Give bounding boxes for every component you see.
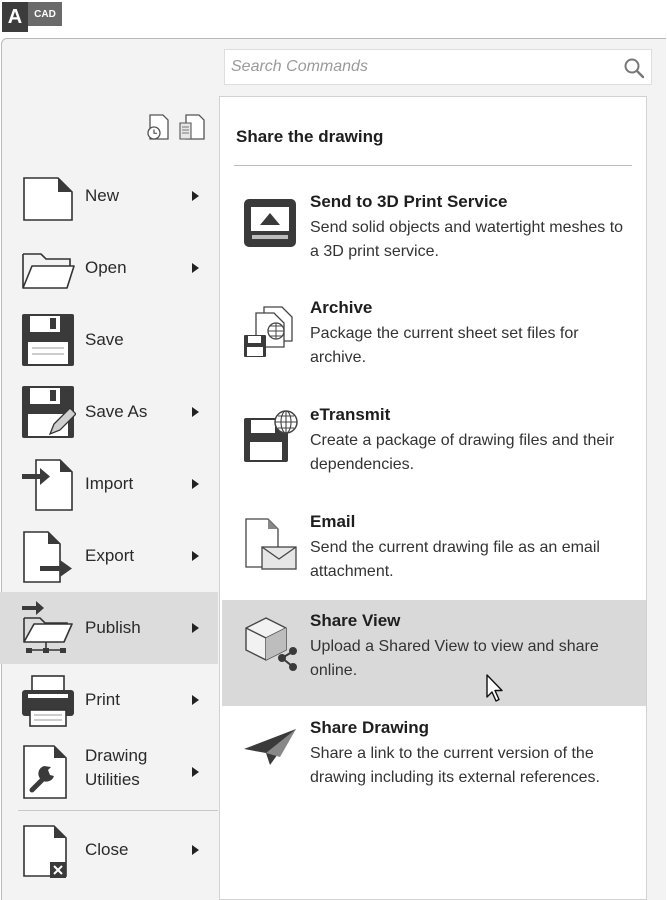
submenu-divider	[234, 165, 632, 166]
nav-item-publish[interactable]	[0, 592, 218, 664]
chevron-right-icon	[192, 407, 199, 417]
chevron-right-icon	[192, 551, 199, 561]
submenu-item-desc: Upload a Shared View to view and share online.	[310, 638, 599, 679]
chevron-right-icon	[192, 695, 199, 705]
email-icon	[242, 515, 300, 573]
nav-item-drawing-utilities[interactable]	[0, 736, 218, 808]
publish-icon	[20, 600, 76, 656]
submenu-item-title: Share View	[310, 611, 401, 630]
nav-item-import[interactable]	[0, 448, 218, 520]
app-product-label: CAD	[28, 2, 62, 26]
chevron-right-icon	[192, 479, 199, 489]
submenu-item-email[interactable]	[222, 501, 646, 607]
printer-icon	[20, 672, 76, 728]
nav-label-close: Close	[85, 840, 129, 859]
open-documents-icon[interactable]	[180, 115, 204, 139]
submenu-item-title: eTransmit	[310, 405, 391, 424]
nav-item-close[interactable]	[0, 814, 218, 886]
search-icon[interactable]	[623, 57, 645, 79]
recent-documents-icon[interactable]	[148, 115, 168, 139]
nav-item-print[interactable]	[0, 664, 218, 736]
import-icon	[20, 456, 76, 512]
nav-label-export: Export	[85, 546, 135, 565]
nav-label-import: Import	[85, 474, 134, 493]
submenu-item-title: Archive	[310, 298, 373, 317]
nav-label-utilities: Utilities	[85, 770, 140, 789]
submenu-title: Share the drawing	[236, 127, 384, 146]
nav-label-drawing: Drawing	[85, 746, 148, 765]
chevron-right-icon	[192, 845, 199, 855]
new-document-icon	[20, 168, 76, 224]
open-folder-icon	[20, 240, 76, 296]
submenu-item-title: Email	[310, 512, 356, 531]
submenu-item-desc: Package the current sheet set files for archive.	[310, 325, 579, 366]
paper-plane-icon	[242, 721, 300, 779]
nav-item-export[interactable]	[0, 520, 218, 592]
submenu-item-desc: Send the current drawing file as an email attachment.	[310, 539, 600, 580]
nav-label-save-as: Save As	[85, 402, 148, 421]
submenu-item-title: Send to 3D Print Service	[310, 192, 508, 211]
submenu-item-etransmit[interactable]	[222, 394, 646, 500]
submenu-item-send-to-3d-print[interactable]	[222, 181, 646, 287]
nav-item-open[interactable]	[0, 232, 218, 304]
submenu-panel	[219, 96, 647, 900]
nav-item-new[interactable]	[0, 160, 218, 232]
chevron-right-icon	[192, 623, 199, 633]
archive-icon	[242, 301, 300, 359]
nav-separator	[18, 810, 218, 811]
nav-item-save-as[interactable]	[0, 376, 218, 448]
wrench-document-icon	[20, 744, 76, 800]
submenu-item-title: Share Drawing	[310, 718, 430, 737]
3d-printer-icon	[242, 195, 300, 253]
recent-open-documents	[144, 113, 208, 141]
submenu-item-desc: Create a package of drawing files and their dependencies.	[310, 432, 615, 473]
mouse-pointer-icon	[485, 673, 505, 703]
export-icon	[20, 528, 76, 584]
close-document-icon	[20, 822, 76, 878]
chevron-right-icon	[192, 767, 199, 777]
etransmit-icon	[242, 408, 300, 466]
nav-label-new: New	[85, 186, 120, 205]
save-as-icon	[20, 384, 76, 440]
submenu-item-share-view[interactable]	[222, 600, 646, 706]
nav-label-publish: Publish	[85, 618, 141, 637]
nav-label-print: Print	[85, 690, 120, 709]
nav-label-save: Save	[85, 330, 124, 349]
search-input[interactable]	[225, 50, 605, 84]
app-logo-letter: A	[2, 2, 28, 32]
nav-label-open: Open	[85, 258, 127, 277]
submenu-item-desc: Send solid objects and watertight meshes to a 3D print service.	[310, 219, 624, 260]
chevron-right-icon	[192, 191, 199, 201]
share-view-icon	[242, 614, 300, 672]
submenu-item-share-drawing[interactable]	[222, 707, 646, 813]
app-menu-button[interactable]	[2, 2, 62, 32]
submenu-item-desc: Share a link to the current version of the drawing including its external references.	[310, 745, 600, 786]
search-box	[224, 49, 652, 85]
chevron-right-icon	[192, 263, 199, 273]
nav-item-save[interactable]	[0, 304, 218, 376]
floppy-disk-icon	[20, 312, 76, 368]
submenu-item-archive[interactable]	[222, 287, 646, 393]
